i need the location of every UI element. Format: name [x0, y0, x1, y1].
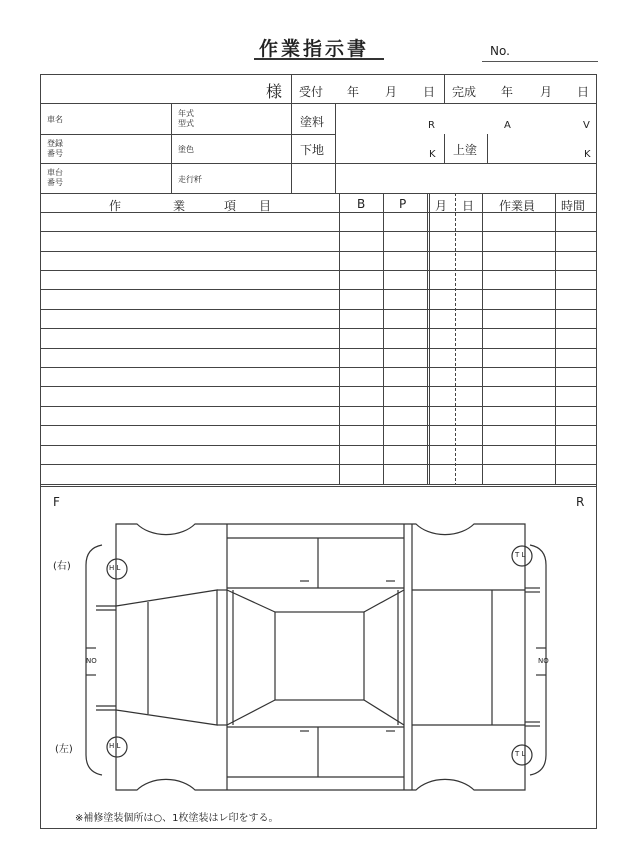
header-time: 時間 [561, 199, 586, 213]
uketsuke-month: 月 [385, 85, 398, 99]
header-item-4: 目 [259, 199, 272, 213]
tosoku-label: 塗色 [178, 145, 194, 154]
kansei-day: 日 [577, 85, 590, 99]
toryo-r: R [428, 120, 435, 131]
toryo-v: V [583, 120, 590, 131]
number-label: No. [490, 44, 510, 58]
rear-label: R [576, 495, 585, 509]
header-p: P [399, 197, 407, 211]
shadai-label: 車台 [47, 168, 63, 177]
sokoukyori-label: 走行粁 [178, 175, 202, 184]
uwanuri-k: K [584, 149, 591, 160]
nenshiki-label: 年式 [178, 109, 194, 118]
rear-plate-label: NO [538, 657, 549, 665]
header-item-1: 作 [109, 199, 122, 213]
bango-label-2: 番号 [47, 178, 63, 187]
kansei-year: 年 [501, 85, 514, 99]
footnote: ※補修塗装個所は○、1枚塗装はレ印をする。 [75, 813, 279, 824]
headlamp-right-label: H L [109, 564, 121, 572]
shamei-label: 車名 [47, 115, 63, 124]
header-day: 日 [462, 199, 475, 213]
sama-label: 様 [266, 82, 283, 101]
taillamp-left-label: T L [515, 750, 526, 758]
form-title: 作業指示書 [258, 38, 369, 60]
header-month: 月 [435, 199, 448, 213]
uketsuke-label: 受付 [299, 85, 324, 99]
header-item-2: 業 [173, 199, 186, 213]
header-item-3: 項 [224, 199, 237, 213]
kansei-month: 月 [540, 85, 553, 99]
shitaji-k: K [429, 149, 436, 160]
left-side-label: (左) [55, 744, 73, 755]
kansei-label: 完成 [452, 85, 477, 99]
shitaji-label: 下地 [300, 143, 325, 157]
headlamp-left-label: H L [109, 742, 121, 750]
toroku-label: 登録 [47, 139, 63, 148]
right-side-label: (右) [53, 561, 71, 572]
front-label: F [53, 495, 60, 509]
uwanuri-label: 上塗 [453, 143, 478, 157]
taillamp-right-label: T L [515, 551, 526, 559]
uketsuke-year: 年 [347, 85, 360, 99]
toryo-label: 塗料 [300, 115, 325, 129]
header-b: B [357, 197, 366, 211]
uketsuke-day: 日 [423, 85, 436, 99]
bango-label: 番号 [47, 149, 63, 158]
front-plate-label: NO [86, 657, 97, 665]
kata-label: 型式 [178, 119, 194, 128]
header-worker: 作業員 [499, 199, 536, 213]
toryo-a: A [504, 120, 511, 131]
